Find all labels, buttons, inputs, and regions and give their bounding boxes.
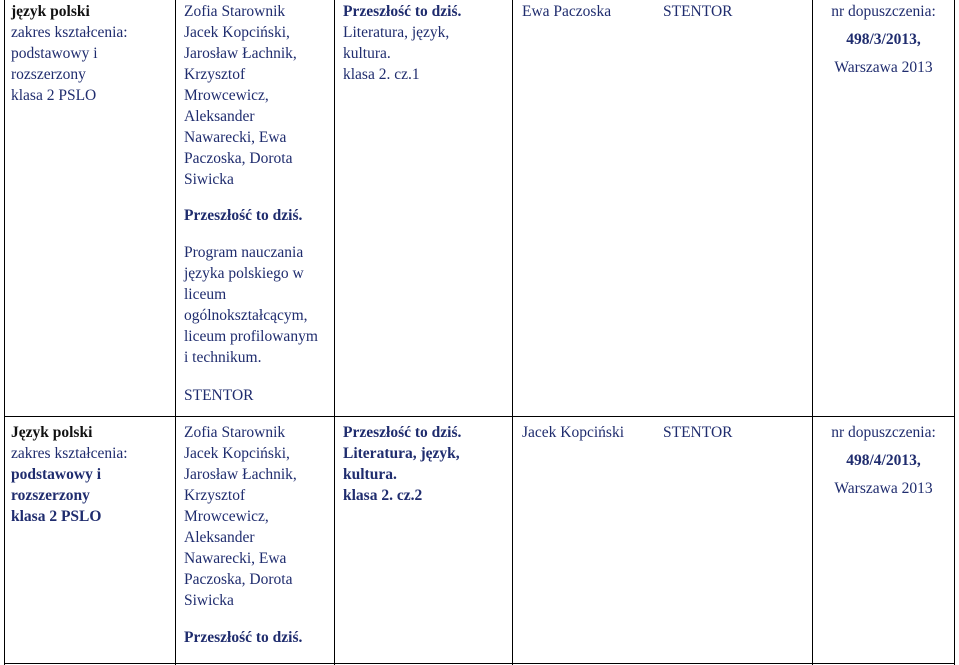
row2-author-line: Paczoska, Dorota: [184, 571, 293, 588]
row1-author-line: Krzysztof: [184, 66, 246, 83]
row1-textbook-line: klasa 2. cz.1: [343, 66, 420, 83]
row2-subject-title: Język polski: [11, 424, 93, 441]
row1-subject-title: język polski: [11, 3, 90, 20]
grid-line-bottom: [4, 663, 955, 664]
program-desc-line: i technikum.: [184, 349, 262, 366]
row1-textbook-line: Literatura, język,: [343, 24, 450, 41]
row2-subject-level: podstawowy i: [11, 466, 102, 483]
grid-line-left: [4, 0, 5, 665]
program-desc-line: języka polskiego w: [184, 265, 304, 282]
row1-authors-cell: [184, 1, 332, 190]
row1-subject-class: klasa 2 PSLO: [11, 87, 97, 104]
program-desc-line: liceum profilowanym: [184, 328, 318, 345]
row1-author-line: Jarosław Łachnik,: [184, 45, 297, 62]
grid-line-col1: [175, 0, 176, 665]
row2-approval-number: 498/4/2013,: [846, 452, 921, 469]
row2-program-title: Przeszłość to dziś.: [184, 629, 303, 646]
program-desc-line: liceum: [184, 286, 227, 303]
row2-textbook-line: kultura.: [343, 466, 397, 483]
row1-program-publisher: STENTOR: [184, 387, 254, 404]
row2-subject-class: klasa 2 PSLO: [11, 508, 102, 525]
row2-textbook-line: Literatura, język,: [343, 445, 460, 462]
row2-author-line: Aleksander: [184, 529, 255, 546]
row1-textbook-title: Przeszłość to dziś.: [343, 3, 462, 20]
row1-subject-scope: zakres kształcenia:: [11, 24, 128, 41]
row2-author-line: Mrowcewicz,: [184, 508, 269, 525]
grid-line-col3: [512, 0, 513, 665]
row1-approval-label: nr dopuszczenia:: [831, 3, 936, 20]
row2-author-line: Zofia Starownik: [184, 424, 286, 441]
row1-textbook-line: kultura.: [343, 45, 391, 62]
row1-author-line: Siwicka: [184, 171, 234, 188]
row2-textbook-title: Przeszłość to dziś.: [343, 424, 462, 441]
row1-textbook-author: Ewa Paczoska: [522, 3, 612, 20]
grid-line-right: [954, 0, 955, 665]
grid-line-col2: [334, 0, 335, 665]
row1-author-line: Mrowcewicz,: [184, 87, 269, 104]
row1-approval-number: 498/3/2013,: [846, 31, 921, 48]
row2-textbook-author: Jacek Kopciński: [522, 424, 625, 441]
row2-subject-level2: rozszerzony: [11, 487, 90, 504]
grid-line-col5: [812, 0, 813, 665]
row2-authors-cell: [184, 422, 332, 611]
row2-textbook-line: klasa 2. cz.2: [343, 487, 423, 504]
row2-author-line: Nawarecki, Ewa: [184, 550, 287, 567]
row1-publisher: STENTOR: [663, 3, 733, 20]
row2-subject-cell: [11, 422, 171, 527]
row2-publisher: STENTOR: [663, 424, 733, 441]
program-desc-line: ogólnokształcącym,: [184, 307, 308, 324]
row2-author-line: Jacek Kopciński,: [184, 445, 290, 462]
row1-subject-level2: rozszerzony: [11, 66, 86, 83]
row2-approval-label: nr dopuszczenia:: [831, 424, 936, 441]
row2-author-line: Jarosław Łachnik,: [184, 466, 297, 483]
row1-subject-level: podstawowy i: [11, 45, 98, 62]
row2-textbook-cell: [343, 422, 509, 506]
row1-author-line: Aleksander: [184, 108, 255, 125]
row2-author-line: Siwicka: [184, 592, 234, 609]
grid-row-separator: [4, 416, 955, 417]
row1-program-title: Przeszłość to dziś.: [184, 207, 303, 224]
row1-approval-place: Warszawa 2013: [834, 59, 933, 76]
row1-program-desc: [184, 242, 332, 368]
row2-approval-place: Warszawa 2013: [834, 480, 933, 497]
row1-author-line: Jacek Kopciński,: [184, 24, 290, 41]
row1-subject-cell: [11, 1, 171, 106]
row2-author-line: Krzysztof: [184, 487, 246, 504]
row2-subject-scope: zakres kształcenia:: [11, 445, 128, 462]
program-desc-line: Program nauczania: [184, 244, 304, 261]
row1-author-line: Paczoska, Dorota: [184, 150, 293, 167]
row1-textbook-cell: [343, 1, 509, 85]
row1-author-line: Nawarecki, Ewa: [184, 129, 287, 146]
row1-author-line: Zofia Starownik: [184, 3, 286, 20]
